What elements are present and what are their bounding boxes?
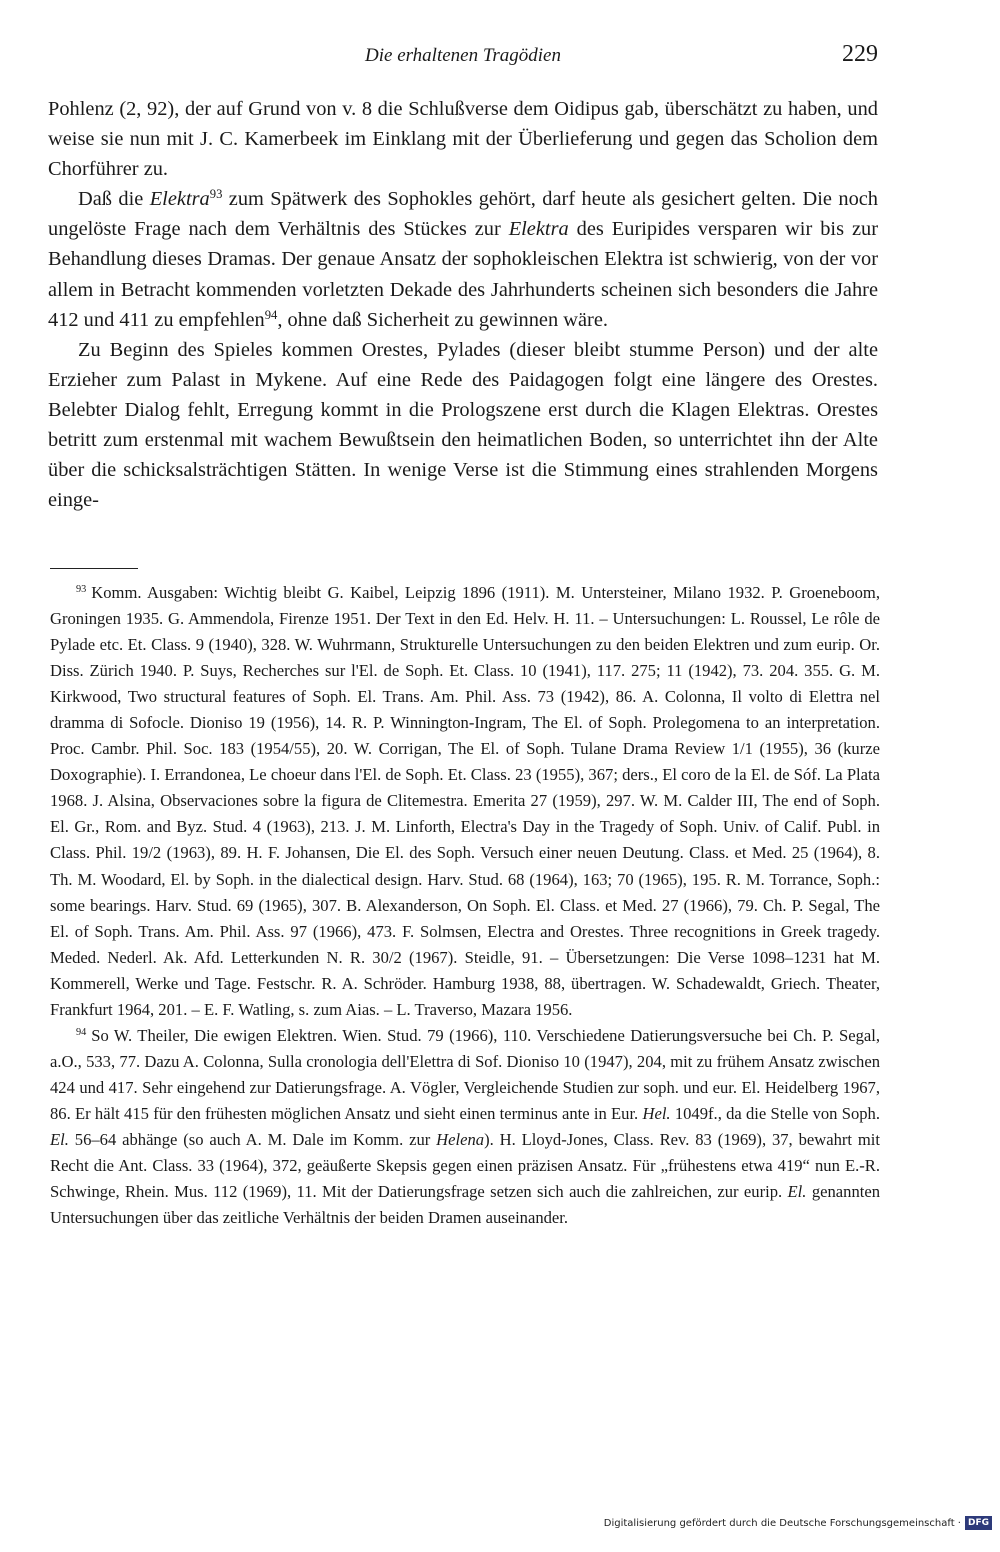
digitization-note: Digitalisierung gefördert durch die Deutsche Forschungsgemeinschaft · xyxy=(603,1517,961,1529)
footnote-94-text-a: So W. Theiler, Die ewigen Elektren. Wien. Stud. 79 (1966), 110. Verschiedene Datierungsversuche bei Ch. P. Segal, a.O., 533, 77. Dazu A. Colonna, Sulla cronologia dell'Elettra di Sof. Dioniso 10 (1947), 204, mit zu frühem Ansatz zwischen 424 und 417. Sehr eingehend zur Datierungsfrage. A. Vögler, Vergleichende Studien zur soph. und eur. El. Heidelberg 1967, 86. Er hält 415 für den frühesten möglichen Ansatz und sieht einen terminus ante in Eur. xyxy=(50,1025,880,1123)
footnote-ref-93[interactable]: 93 xyxy=(209,187,223,202)
paragraph-2-text-c: des Euripides versparen wir bis zur Behandlung dieses Dramas. Der genaue Ansatz der sophokleischen Elektra ist schwierig, von der vor allem in Betracht kommenden vorletzten Dekade des Jahrhunderts scheinen sich besonders die Jahre 412 und 411 zu empfehlen xyxy=(48,218,878,331)
paragraph-1-text: Pohlenz (2, 92), der auf Grund von v. 8 die Schlußverse dem Oidipus gab, überschätzt zu haben, und weise sie nun mit J. C. Kamerbeek im Einklang mit der Überlieferung und gegen das Scholion dem Chorführer zu. xyxy=(48,98,878,181)
work-title-elektra-2: Elektra xyxy=(508,218,569,241)
digitization-footer xyxy=(604,1516,992,1530)
dfg-logo: DFG xyxy=(965,1516,992,1530)
footnote-93-text: Komm. Ausgaben: Wichtig bleibt G. Kaibel, Leipzig 1896 (1911). M. Untersteiner, Milano 1932. P. Groeneboom, Groningen 1935. G. Ammendola, Firenze 1951. Der Text in den Ed. Helv. H. 11. – Untersuchungen: L. Roussel, Le rôle de Pylade etc. Et. Class. 9 (1940), 328. W. Wuhrmann, Strukturelle Untersuchungen zu den beiden Elektren und zum eurip. Or. Diss. Zürich 1940. P. Suys, Recherches sur l'El. de Soph. Et. Class. 10 (1941), 117. 275; 11 (1942), 73. 204. 355. G. M. Kirkwood, Two structural features of Soph. El. Trans. Am. Phil. Ass. 73 (1942), 86. A. Colonna, Il volto di Elettra nel dramma di Sofocle. Dioniso 19 (1956), 14. R. P. Winnington-Ingram, The El. of Soph. Prolegomena to an interpretation. Proc. Cambr. Phil. Soc. 183 (1954/55), 20. W. Corrigan, The El. of Soph. Tulane Drama Review 1/1 (1955), 36 (kurze Doxographie). I. Errandonea, Le choeur dans l'El. de Soph. Et. Class. 23 (1955), 367; ders., El coro de la El. de Sóf. La Plata 1968. J. Alsina, Observaciones sobre la figura de Clitemestra. Emerita 27 (1959), 297. W. M. Calder III, The end of Soph. El. Gr., Rom. and Byz. Stud. 4 (1963), 213. J. M. Linforth, Electra's Day in the Tragedy of Soph. Univ. of Calif. Publ. in Class. Phil. 19/2 (1963), 89. H. F. Johansen, Die El. des Soph. Versuch einer neuen Deutung. Class. et Med. 25 (1964), 8. Th. M. Woodard, El. by Soph. in the dialectical design. Harv. Stud. 68 (1964), 163; 70 (1965), 195. R. M. Torrance, Soph.: some bearings. Harv. Stud. 69 (1965), 307. B. Alexanderson, On Soph. El. Class. et Med. 27 (1966), 79. Ch. P. Segal, The El. of Soph. Trans. Am. Phil. Ass. 97 (1966), 473. F. Solmsen, Electra and Orestes. Three recognitions in Greek tragedy. Meded. Nederl. Ak. Afd. Letterkunden N. R. 30/2 (1967). Steidle, 91. – Übersetzungen: Die Verse 1098–1231 hat M. Kommerell, Werke und Tage. Festschr. R. A. Schröder. Hamburg 1938, 88, übertragen. W. Schadewaldt, Griech. Theater, Frankfurt 1964, 201. – E. F. Watling, s. zum Aias. – L. Traverso, Mazara 1956. xyxy=(50,583,880,1019)
footnote-94-text-d: ). H. Lloyd-Jones, Class. Rev. 83 (1969), 37, bewahrt mit Recht die Ant. Class. 33 (1964), 372, geäußerte Skepsis gegen einen präzisen Ansatz. Für „frühestens etwa 419“ nun E.-R. Schwinge, Rhein. Mus. 112 (1969), 11. Mit der Datierungsfrage setzen sich auch die zahlreichen, zur eurip. xyxy=(50,1129,880,1202)
page-number: 229 xyxy=(842,41,878,67)
footnote-94-text-b: 1049f., da die Stelle von Soph. xyxy=(670,1103,880,1123)
paragraph-1 xyxy=(48,94,878,184)
footnote-94-hel: Hel. xyxy=(642,1103,671,1123)
running-header xyxy=(48,41,878,75)
footnote-94-mark: 94 xyxy=(76,1027,87,1039)
footnotes xyxy=(50,580,880,1231)
footnote-93-mark: 93 xyxy=(76,584,87,596)
paragraph-3-text: Zu Beginn des Spieles kommen Orestes, Pylades (dieser bleibt stumme Person) und der alte Erzieher zum Palast in Mykene. Auf eine Rede des Paidagogen folgt eine längere des Orestes. Belebter Dialog fehlt, Erregung kommt in die Prologszene erst durch die Klagen Elektras. Orestes betritt zum erstenmal mit wachem Bewußtsein den heimatlichen Boden, so unterrichtet ihn der Alte über die schicksalsträchtigen Stätten. In wenige Verse ist die Stimmung eines strahlenden Morgens einge- xyxy=(48,338,878,512)
paragraph-3 xyxy=(48,335,878,516)
footnote-94-el: El. xyxy=(50,1129,69,1149)
paragraph-2 xyxy=(48,184,878,334)
footnote-separator xyxy=(50,568,138,569)
main-text xyxy=(48,94,878,515)
footnote-93 xyxy=(50,580,880,1023)
paragraph-2-text-a: Daß die xyxy=(78,188,150,211)
footnote-94-text-c: 56–64 abhänge (so auch A. M. Dale im Komm. zur xyxy=(68,1129,437,1149)
footnote-94-helena: Helena xyxy=(436,1129,485,1149)
footnote-ref-94[interactable]: 94 xyxy=(264,307,278,322)
footnote-94-el-2: El. xyxy=(787,1182,807,1202)
work-title-elektra: Elektra xyxy=(149,188,210,211)
paragraph-2-text-b: zum Spätwerk des Sophokles gehört, darf heute als gesichert gelten. Die noch ungelöste Frage nach dem Verhältnis des Stückes zur xyxy=(48,188,879,241)
footnote-94-text-e: genannten Untersuchungen über das zeitliche Verhältnis der beiden Dramen auseinander. xyxy=(50,1182,881,1228)
running-title: Die erhaltenen Tragödien xyxy=(365,45,561,66)
footnote-94 xyxy=(50,1023,880,1231)
paragraph-2-text-d: , ohne daß Sicherheit zu gewinnen wäre. xyxy=(277,308,608,331)
